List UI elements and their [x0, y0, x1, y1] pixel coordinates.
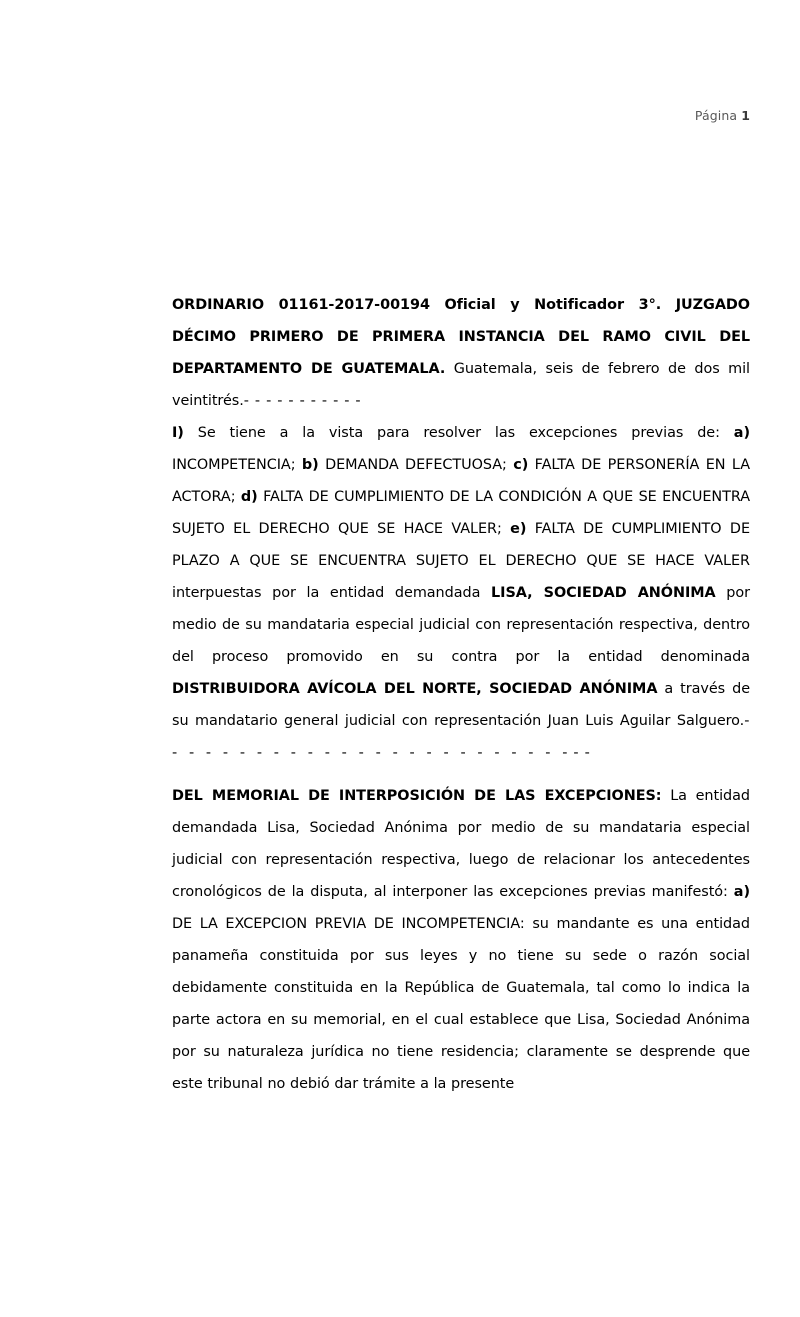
text-run-bold: a): [733, 425, 750, 441]
page-header: [0, 108, 750, 123]
text-run: FALTA DE PERSONERÍA EN LA ACTORA;: [172, 457, 751, 505]
text-run: INCOMPETENCIA;: [172, 457, 302, 473]
paragraph-encabezado: [172, 289, 750, 417]
text-run: FALTA DE CUMPLIMIENTO DE PLAZO A QUE SE ENCUENTRA SUJETO EL DERECHO QUE SE HACE VALER interpuestas por la entidad demandada: [172, 521, 750, 601]
text-run-bold: b): [301, 457, 319, 473]
paragraph-punto-uno: [172, 417, 750, 769]
text-run: La entidad demandada Lisa, Sociedad Anónima por medio de su mandataria especial judicial con representación respectiva, luego de relacionar los antecedentes cronológicos de la disputa, al interponer las excepciones previas manifestó:: [172, 788, 750, 900]
text-run-bold: e): [510, 521, 527, 537]
text-run: FALTA DE CUMPLIMIENTO DE LA CONDICIÓN A QUE SE ENCUENTRA SUJETO EL DERECHO QUE SE HACE VALER;: [172, 489, 750, 537]
text-run-bold: I): [172, 425, 184, 441]
text-run: Se tiene a la vista para resolver las excepciones previas de:: [183, 425, 734, 441]
text-run-bold: LISA, SOCIEDAD ANÓNIMA: [491, 585, 716, 601]
text-run: Guatemala, seis de febrero de dos mil veintitrés.: [172, 361, 750, 409]
text-run-bold: a): [733, 884, 750, 900]
text-run: por medio de su mandataria especial judicial con representación respectiva, dentro del proceso promovido en su contra por la entidad denominada: [172, 585, 750, 665]
paragraph-memorial-interposicion: [172, 780, 750, 1100]
text-run-bold: c): [513, 457, 529, 473]
trailing-dashes-overflow: - -: [568, 745, 591, 761]
document-body: [172, 289, 750, 1100]
text-run-bold: ORDINARIO 01161-2017-00194 Oficial y Notificador 3°. JUZGADO DÉCIMO PRIMERO DE PRIMERA INSTANCIA DEL RAMO CIVIL DEL DEPARTAMENTO DE GUATEMALA.: [172, 297, 750, 377]
text-run-bold: DEL MEMORIAL DE INTERPOSICIÓN DE LAS EXCEPCIONES:: [172, 788, 662, 804]
text-run-bold: d): [240, 489, 258, 505]
text-run: DEMANDA DEFECTUOSA;: [318, 457, 514, 473]
page-number: 1: [741, 108, 750, 123]
text-run: a través de su mandatario general judicial con representación Juan Luis Aguilar Salguero.: [172, 681, 750, 729]
trailing-dashes: - - - - - - - - - - - - - - - - - - - - - - - - -: [172, 713, 750, 761]
text-run-bold: DISTRIBUIDORA AVÍCOLA DEL NORTE, SOCIEDAD ANÓNIMA: [172, 681, 658, 697]
text-run: - - - - - - - - - - -: [243, 393, 362, 409]
page-header-label: Página: [694, 108, 738, 123]
text-run: DE LA EXCEPCION PREVIA DE INCOMPETENCIA: su mandante es una entidad panameña constituida por sus leyes y no tiene su sede o razón social debidamente constituida en la República de Guatemala, tal como lo indica la parte actora en su memorial, en el cual establece que Lisa, Sociedad Anónima por su naturaleza jurídica no tiene residencia; claramente se desprende que este tribunal no debió dar trámite a la presente: [172, 916, 750, 1092]
